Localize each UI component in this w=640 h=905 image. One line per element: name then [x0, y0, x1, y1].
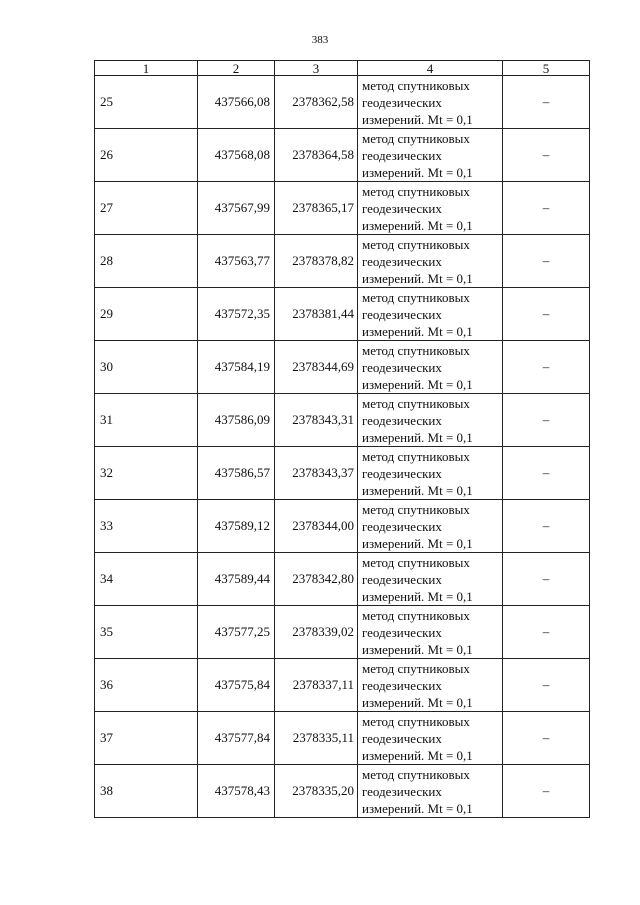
- header-cell-5: 5: [503, 61, 590, 76]
- y-coordinate-cell: 2378343,31: [275, 394, 358, 447]
- column-5-cell: –: [503, 447, 590, 500]
- point-number-cell: 29: [95, 288, 198, 341]
- x-coordinate-cell: 437567,99: [198, 182, 275, 235]
- y-coordinate-cell: 2378335,11: [275, 712, 358, 765]
- x-coordinate-cell: 437586,57: [198, 447, 275, 500]
- method-line: геодезических: [362, 147, 442, 163]
- column-5-cell: –: [503, 606, 590, 659]
- header-cell-1: 1: [95, 61, 198, 76]
- point-number-cell: 28: [95, 235, 198, 288]
- x-coordinate-cell: 437589,12: [198, 500, 275, 553]
- y-coordinate-cell: 2378344,00: [275, 500, 358, 553]
- table-body: [95, 76, 590, 818]
- method-cell: [358, 712, 503, 765]
- table-row: [95, 712, 590, 765]
- header-cell-3: 3: [275, 61, 358, 76]
- method-line: метод спутниковых: [362, 660, 470, 676]
- method-line: измерений. Mt = 0,1: [362, 641, 473, 657]
- column-5-cell: –: [503, 394, 590, 447]
- method-line: геодезических: [362, 94, 442, 110]
- y-coordinate-cell: 2378365,17: [275, 182, 358, 235]
- column-5-cell: –: [503, 500, 590, 553]
- method-line: геодезических: [362, 412, 442, 428]
- method-line: метод спутниковых: [362, 236, 470, 252]
- y-coordinate-cell: 2378339,02: [275, 606, 358, 659]
- coordinates-table: [94, 60, 590, 818]
- x-coordinate-cell: 437589,44: [198, 553, 275, 606]
- column-5-cell: –: [503, 129, 590, 182]
- method-cell: [358, 129, 503, 182]
- column-5-cell: –: [503, 659, 590, 712]
- column-5-cell: –: [503, 182, 590, 235]
- table-header: [95, 61, 590, 76]
- method-line: измерений. Mt = 0,1: [362, 694, 473, 710]
- method-cell: [358, 500, 503, 553]
- method-line: измерений. Mt = 0,1: [362, 588, 473, 604]
- method-line: геодезических: [362, 200, 442, 216]
- method-line: измерений. Mt = 0,1: [362, 111, 473, 127]
- method-line: измерений. Mt = 0,1: [362, 376, 473, 392]
- column-5-cell: –: [503, 712, 590, 765]
- method-line: измерений. Mt = 0,1: [362, 747, 473, 763]
- method-line: метод спутниковых: [362, 554, 470, 570]
- table-row: [95, 659, 590, 712]
- method-line: измерений. Mt = 0,1: [362, 323, 473, 339]
- header-cell-4: 4: [358, 61, 503, 76]
- x-coordinate-cell: 437584,19: [198, 341, 275, 394]
- method-cell: [358, 394, 503, 447]
- method-line: геодезических: [362, 306, 442, 322]
- method-line: метод спутниковых: [362, 77, 470, 93]
- method-line: геодезических: [362, 730, 442, 746]
- page-number: 383: [311, 34, 329, 46]
- method-line: измерений. Mt = 0,1: [362, 429, 473, 445]
- point-number-cell: 34: [95, 553, 198, 606]
- x-coordinate-cell: 437577,25: [198, 606, 275, 659]
- table-row: [95, 500, 590, 553]
- y-coordinate-cell: 2378335,20: [275, 765, 358, 818]
- method-line: измерений. Mt = 0,1: [362, 800, 473, 816]
- method-line: метод спутниковых: [362, 766, 470, 782]
- header-row: [95, 61, 590, 76]
- method-cell: [358, 341, 503, 394]
- method-line: геодезических: [362, 359, 442, 375]
- method-line: метод спутниковых: [362, 448, 470, 464]
- y-coordinate-cell: 2378337,11: [275, 659, 358, 712]
- point-number-cell: 35: [95, 606, 198, 659]
- method-line: метод спутниковых: [362, 130, 470, 146]
- column-5-cell: –: [503, 341, 590, 394]
- column-5-cell: –: [503, 553, 590, 606]
- x-coordinate-cell: 437577,84: [198, 712, 275, 765]
- method-line: геодезических: [362, 783, 442, 799]
- y-coordinate-cell: 2378362,58: [275, 76, 358, 129]
- point-number-cell: 32: [95, 447, 198, 500]
- y-coordinate-cell: 2378342,80: [275, 553, 358, 606]
- column-5-cell: –: [503, 235, 590, 288]
- method-cell: [358, 288, 503, 341]
- method-cell: [358, 235, 503, 288]
- y-coordinate-cell: 2378381,44: [275, 288, 358, 341]
- x-coordinate-cell: 437575,84: [198, 659, 275, 712]
- table-row: [95, 765, 590, 818]
- table-row: [95, 447, 590, 500]
- method-line: метод спутниковых: [362, 395, 470, 411]
- table-row: [95, 129, 590, 182]
- y-coordinate-cell: 2378343,37: [275, 447, 358, 500]
- column-5-cell: –: [503, 288, 590, 341]
- method-cell: [358, 182, 503, 235]
- point-number-cell: 33: [95, 500, 198, 553]
- point-number-cell: 37: [95, 712, 198, 765]
- method-line: метод спутниковых: [362, 342, 470, 358]
- x-coordinate-cell: 437566,08: [198, 76, 275, 129]
- method-cell: [358, 76, 503, 129]
- method-cell: [358, 659, 503, 712]
- method-line: геодезических: [362, 253, 442, 269]
- method-line: геодезических: [362, 624, 442, 640]
- method-line: геодезических: [362, 571, 442, 587]
- point-number-cell: 36: [95, 659, 198, 712]
- method-line: метод спутниковых: [362, 289, 470, 305]
- method-line: измерений. Mt = 0,1: [362, 482, 473, 498]
- method-line: геодезических: [362, 518, 442, 534]
- point-number-cell: 38: [95, 765, 198, 818]
- method-line: метод спутниковых: [362, 713, 470, 729]
- point-number-cell: 25: [95, 76, 198, 129]
- y-coordinate-cell: 2378344,69: [275, 341, 358, 394]
- header-cell-2: 2: [198, 61, 275, 76]
- method-cell: [358, 765, 503, 818]
- point-number-cell: 30: [95, 341, 198, 394]
- method-line: измерений. Mt = 0,1: [362, 535, 473, 551]
- y-coordinate-cell: 2378378,82: [275, 235, 358, 288]
- table-row: [95, 288, 590, 341]
- table-row: [95, 76, 590, 129]
- column-5-cell: –: [503, 76, 590, 129]
- x-coordinate-cell: 437578,43: [198, 765, 275, 818]
- method-cell: [358, 447, 503, 500]
- method-line: измерений. Mt = 0,1: [362, 270, 473, 286]
- method-line: измерений. Mt = 0,1: [362, 164, 473, 180]
- x-coordinate-cell: 437586,09: [198, 394, 275, 447]
- point-number-cell: 27: [95, 182, 198, 235]
- table-row: [95, 341, 590, 394]
- point-number-cell: 26: [95, 129, 198, 182]
- method-line: метод спутниковых: [362, 183, 470, 199]
- table-row: [95, 553, 590, 606]
- x-coordinate-cell: 437572,35: [198, 288, 275, 341]
- table-row: [95, 394, 590, 447]
- column-5-cell: –: [503, 765, 590, 818]
- y-coordinate-cell: 2378364,58: [275, 129, 358, 182]
- method-line: геодезических: [362, 677, 442, 693]
- method-line: измерений. Mt = 0,1: [362, 217, 473, 233]
- method-cell: [358, 606, 503, 659]
- table-row: [95, 235, 590, 288]
- method-line: геодезических: [362, 465, 442, 481]
- table-row: [95, 182, 590, 235]
- table-row: [95, 606, 590, 659]
- method-line: метод спутниковых: [362, 501, 470, 517]
- method-cell: [358, 553, 503, 606]
- point-number-cell: 31: [95, 394, 198, 447]
- method-line: метод спутниковых: [362, 607, 470, 623]
- x-coordinate-cell: 437568,08: [198, 129, 275, 182]
- x-coordinate-cell: 437563,77: [198, 235, 275, 288]
